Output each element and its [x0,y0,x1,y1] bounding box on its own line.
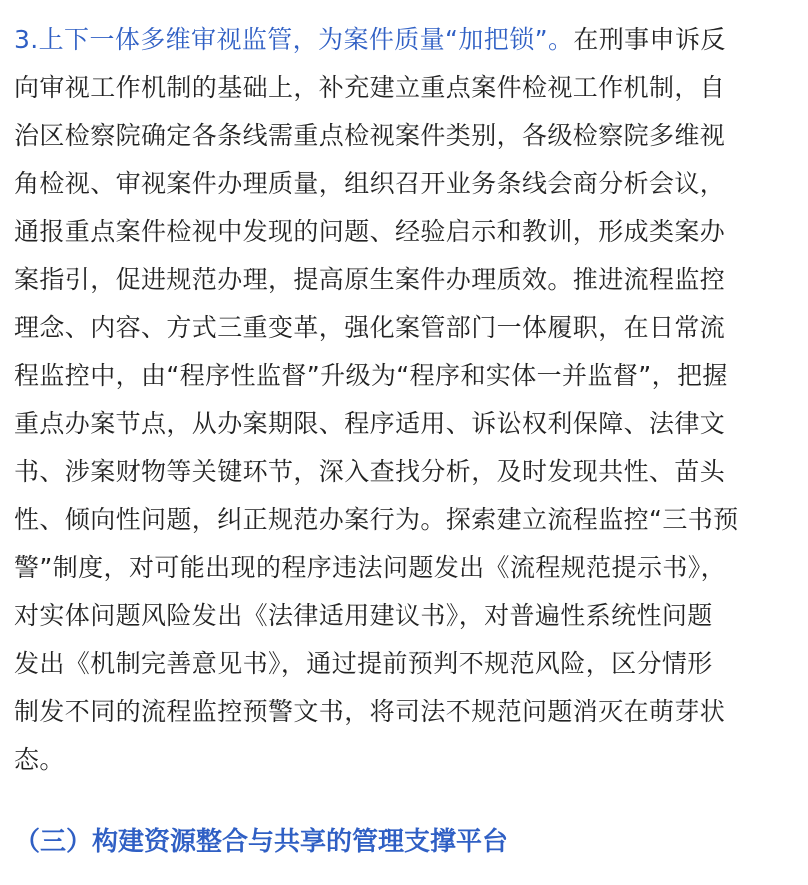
body-paragraph [14,16,794,784]
paragraph-line-9: 重点办案节点，从办案期限、程序适用、诉讼权利保障、法律文 [14,409,726,438]
paragraph-line-6: 案指引，促进规范办理，提高原生案件办理质效。推进流程监控 [14,265,726,294]
paragraph-line-16: 态。 [14,745,65,774]
paragraph-line-3: 治区检察院确定各条线需重点检视案件类别，各级检察院多维视 [14,121,726,150]
paragraph-line-12: 警”制度，对可能出现的程序违法问题发出《流程规范提示书》， [14,553,727,582]
paragraph-line-11: 性、倾向性问题，纠正规范办案行为。探索建立流程监控“三书预 [14,505,739,534]
paragraph-lead-sentence: 3.上下一体多维审视监管，为案件质量“加把锁”。 [14,25,574,54]
paragraph-line-4: 角检视、审视案件办理质量，组织召开业务条线会商分析会议， [14,169,726,198]
paragraph-line-7: 理念、内容、方式三重变革，强化案管部门一体履职，在日常流 [14,313,726,342]
paragraph-line-8: 程监控中，由“程序性监督”升级为“程序和实体一并监督”，把握 [14,361,728,390]
paragraph-line-2: 向审视工作机制的基础上，补充建立重点案件检视工作机制，自 [14,73,726,102]
paragraph-line-14: 发出《机制完善意见书》，通过提前预判不规范风险，区分情形 [14,649,713,678]
paragraph-line-1 [14,16,794,64]
paragraph-line-15: 制发不同的流程监控预警文书，将司法不规范问题消灭在萌芽状 [14,697,726,726]
section-heading: （三）构建资源整合与共享的管理支撑平台 [14,827,509,857]
paragraph-line-1-text: 在刑事申诉反 [573,25,726,54]
paragraph-line-5: 通报重点案件检视中发现的问题、经验启示和教训，形成类案办 [14,217,726,246]
paragraph-line-13: 对实体问题风险发出《法律适用建议书》，对普遍性系统性问题 [14,601,713,630]
paragraph-line-10: 书、涉案财物等关键环节，深入查找分析，及时发现共性、苗头 [14,457,726,486]
